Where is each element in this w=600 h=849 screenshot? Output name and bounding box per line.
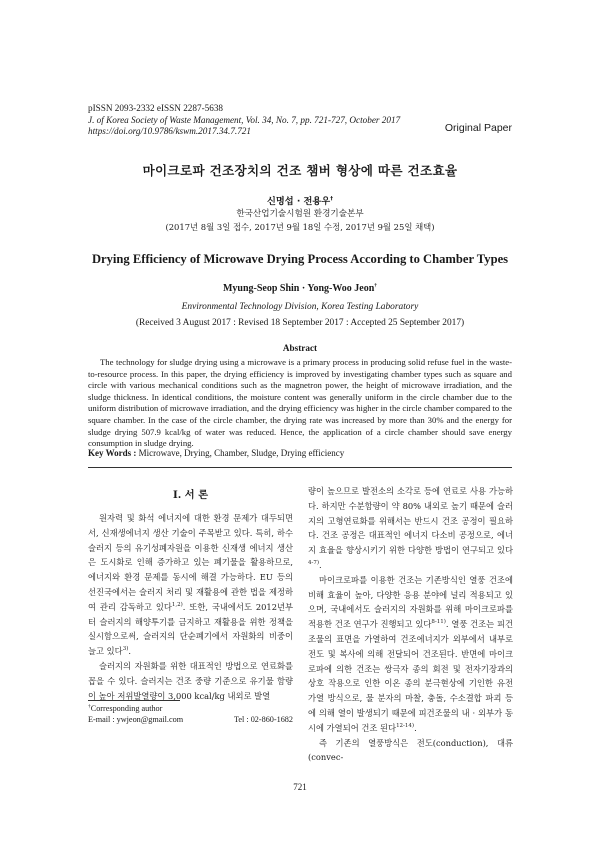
page-number: 721 <box>293 782 307 792</box>
english-title: Drying Efficiency of Microwave Drying Process According to Chamber Types <box>91 252 509 266</box>
body-paragraph <box>308 484 513 573</box>
keywords-label: Key Words : <box>88 448 137 458</box>
english-author-names: Myung-Seop Shin · Yong-Woo Jeon <box>222 283 375 294</box>
english-author-mark: † <box>374 282 378 289</box>
body-text: . <box>414 722 417 733</box>
doi-link[interactable]: https://doi.org/10.9786/kswm.2017.34.7.721 <box>88 126 251 136</box>
body-paragraph <box>88 511 293 659</box>
body-column-left <box>88 511 293 703</box>
citation-ref[interactable]: 8-11) <box>431 619 446 626</box>
body-text: . 또한, 국내에서도 2012년부터 슬러지의 해양투기를 금지하고 재활용을 위한 정책을 실시함으로써, 슬러지의 단순폐기에서 자원화의 비중이 늘고 있다 <box>88 601 294 657</box>
korean-dates: (2017년 8월 3일 접수, 2017년 9월 18일 수정, 2017년 9월 25일 채택) <box>165 222 435 232</box>
korean-title: 마이크로파 건조장치의 건조 챔버 형상에 따른 건조효율 <box>142 163 458 178</box>
footnote <box>88 703 293 725</box>
korean-affiliation: 한국산업기술시험원 환경기술본부 <box>236 209 364 219</box>
citation-ref[interactable]: 4-7) <box>308 560 320 567</box>
keywords-text: Microwave, Drying, Chamber, Sludge, Drying efficiency <box>138 448 345 458</box>
footnote-contact <box>88 714 293 725</box>
journal-citation: J. of Korea Society of Waste Management, Vol. 34, No. 7, pp. 721-727, October 2017 <box>88 114 401 125</box>
body-text: . <box>128 646 131 657</box>
footnote-label: Corresponding author <box>90 704 163 713</box>
body-text: 마이크로파를 이용한 건조는 기존방식인 열풍 건조에 비해 효율이 높아, 다양한 응용 분야에 널리 적용되고 있으며, 국내에서도 슬러지의 자원화를 위해 마이크로파를 적용한 건조 연구가 진행되고 있다 <box>308 574 513 630</box>
footnote-divider <box>88 700 180 701</box>
corresponding-email[interactable]: E-mail : ywjeon@gmail.com <box>88 715 184 724</box>
keywords <box>88 448 344 458</box>
korean-authors <box>0 193 600 207</box>
citation-ref[interactable]: 12-14) <box>396 722 415 729</box>
body-text: 량이 높으므로 발전소의 소각로 등에 연료로 사용 가능하다. 하지만 수분함량이 약 80% 내외로 높기 때문에 슬러지의 고형연료화를 위해서는 반드시 건조 공정이 필요하다. 건조 공정은 대표적인 에너지 다소비 공정으로, 에너지 효율을 향상시키기 위한 다양한 방법이 연구되고 있다 <box>308 486 513 556</box>
body-column-right <box>308 484 513 765</box>
english-affiliation: Environmental Technology Division, Korea Testing Laboratory <box>181 302 419 312</box>
citation-ref[interactable]: 3) <box>122 646 129 653</box>
citation-ref[interactable]: 1,2) <box>171 602 183 609</box>
korean-author-names: 신명섭 · 전용우 <box>267 196 331 207</box>
body-text: 원자력 및 화석 에너지에 대한 환경 문제가 대두되면서, 신재생에너지 생산 기술이 주목받고 있다. 특히, 하수슬러지 등의 유기성폐자원을 이용한 신재생 에너지 생산은 도시화로 인해 증가하고 있는 폐기물을 활용하므로, 에너지와 환경 문제를 동시에 해결 가능하다. EU 등의 선진국에서는 슬러지 처리 및 재활용에 관한 법을 제정하여 관리 감독하고 있다 <box>88 513 293 612</box>
abstract-text: The technology for sludge drying using a microwave is a primary process in producing solid refuse fuel in the waste-to-resource process. In this paper, the drying efficiency is improved by investigating chamber types such as square and circle with various mechanical conditions such as the magnetron power, the height of microwave irradiation, and the sludge thickness. In identical conditions, the moisture content was generally uniform in the circle chamber due to the uniform distribution of microwave irradiation, and the drying efficiency was higher in the circle chamber compared to the square chamber. In the case of the circle chamber, the drying rate was increased by more than 30% and the energy for sludge drying 507.9 kcal/kg of water was reduced. Hence, the application of a circle chamber should save energy consumption in sludge drying. <box>88 357 512 449</box>
abstract-heading: Abstract <box>282 343 318 353</box>
body-text: . <box>319 559 322 570</box>
english-dates: (Received 3 August 2017 : Revised 18 September 2017 : Accepted 25 September 2017) <box>135 318 465 328</box>
issn-line: pISSN 2093-2332 eISSN 2287-5638 <box>88 103 224 113</box>
footnote-mark: † <box>88 703 91 710</box>
journal-header <box>88 103 400 138</box>
section-title: I. 서 론 <box>172 489 209 501</box>
body-paragraph: 즉 기존의 열풍방식은 전도(conduction), 대류(convec- <box>308 737 513 763</box>
abstract-divider <box>88 467 512 468</box>
article-type: Original Paper <box>444 122 512 134</box>
english-authors <box>0 283 600 294</box>
body-paragraph <box>308 573 513 736</box>
body-text: . 열풍 건조는 피건조물의 표면을 가열하여 건조에너지가 외부에서 내부로 전도 및 복사에 의해 전달되어 건조된다. 반면에 마이크로파에 의한 건조는 쌍극자 종의 회전 및 전자기장과의 상호 작용으로 인한 이온 종의 분극현상에 기인한 유전 가열 방식으로, 물 분자의 마찰, 충돌, 수소결합 파괴 등에 의해 열이 발생되기 때문에 피건조물의 내 · 외부가 동시에 가열되어 건조 된다 <box>308 619 513 733</box>
korean-author-mark: † <box>330 195 333 202</box>
body-paragraph: 슬러지의 자원화를 위한 대표적인 방법으로 연료화를 꼽을 수 있다. 슬러지는 건조 중량 기준으로 유기물 함량이 높아 저위발열량이 3,000 kcal/kg 내외로 발열 <box>88 660 293 701</box>
footnote-title <box>88 703 293 714</box>
corresponding-tel: Tel : 02-860-1682 <box>233 715 293 724</box>
